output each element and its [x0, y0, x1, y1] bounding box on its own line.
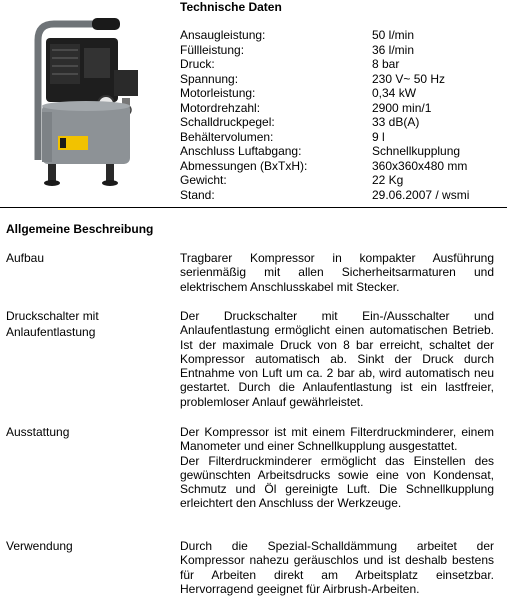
tech-data-title: Technische Daten: [180, 0, 282, 14]
spec-label: Anschluss Luftabgang:: [180, 144, 302, 158]
spec-label: Motorleistung:: [180, 86, 256, 100]
spec-value: 0,34 kW: [372, 86, 417, 100]
spec-value: 360x360x480 mm: [372, 158, 468, 173]
spec-label: Abmessungen (BxTxH):: [180, 158, 308, 173]
description-row-text: [180, 309, 494, 409]
description-row-label: Ausstattung: [6, 425, 70, 439]
spec-value: 230 V~ 50 Hz: [372, 71, 446, 86]
description-row-label: Aufbau: [6, 251, 45, 265]
description-row-label: Verwendung: [6, 539, 73, 553]
description-row-text: [180, 539, 494, 596]
spec-value: 22 Kg: [372, 173, 404, 187]
spec-value: 8 bar: [372, 57, 400, 71]
spec-label: Behältervolumen:: [180, 129, 274, 144]
description-row-text: [180, 425, 494, 511]
spec-value: 9 l: [372, 129, 385, 144]
spec-label: Füllleistung:: [180, 42, 245, 57]
spec-label: Spannung:: [180, 71, 239, 86]
spec-value: Schnellkupplung: [372, 144, 461, 158]
description-paragraph: Durch die Spezial-Schalldämmung arbeitet der Kompressor nahezu geräuschlos und ist deshalb bestens für Arbeiten direkt am Arbeitsplatz einsetzbar. Hervorragend geeignet für Airbrush-Arbeiten.: [180, 539, 494, 596]
description-paragraph: Der Druckschalter mit Ein-/Ausschalter und Anlaufentlastung ermöglicht einen automatischen Betrieb. Ist der maximale Druck von 8 bar erreicht, schaltet der Kompressor automatisch ab. Sinkt der Druck durch Entnahme von Luft um ca. 2 bar ab, wird automatisch neu gestartet. Durch die Anlaufentlastung ist ein lastfreier, problemloser Anlauf gewährleistet.: [180, 309, 494, 409]
spec-label: Ansaugleistung:: [180, 28, 266, 42]
spec-value: 36 l/min: [372, 42, 415, 57]
section-divider: [0, 207, 507, 208]
spec-label: Stand:: [180, 187, 215, 202]
spec-value: 2900 min/1: [372, 100, 432, 115]
spec-label: Motordrehzahl:: [180, 100, 261, 115]
spec-value: 33 dB(A): [372, 115, 420, 129]
description-paragraph: Tragbarer Kompressor in kompakter Ausführung serienmäßig mit allen Sicherheitsarmaturen und elektrischem Anschlusskabel mit Stecker.: [180, 251, 494, 294]
description-paragraph: Der Filterdruckminderer ermöglicht das Einstellen des gewünschten Arbeitsdrucks sowie eine von Kondensat, Schmutz und Öl gereinigte Luft. Die Schnellkupplung erleichtert den Anschluss der Werkzeuge.: [180, 453, 494, 511]
spec-label: Druck:: [180, 57, 215, 71]
description-row-label: Druckschalter mit Anlaufentlastung: [6, 309, 99, 339]
description-title: Allgemeine Beschreibung: [6, 222, 154, 236]
description-paragraph: Der Kompressor ist mit einem Filterdruckminderer, einem Manometer und einer Schnellkupplung ausgestattet.: [180, 425, 494, 454]
description-row-text: [180, 251, 494, 294]
spec-label: Gewicht:: [180, 173, 227, 187]
spec-value: 29.06.2007 / wsmi: [372, 187, 470, 202]
spec-value: 50 l/min: [372, 28, 415, 42]
compressor-product-image: [22, 12, 157, 190]
spec-label: Schalldruckpegel:: [180, 115, 275, 129]
